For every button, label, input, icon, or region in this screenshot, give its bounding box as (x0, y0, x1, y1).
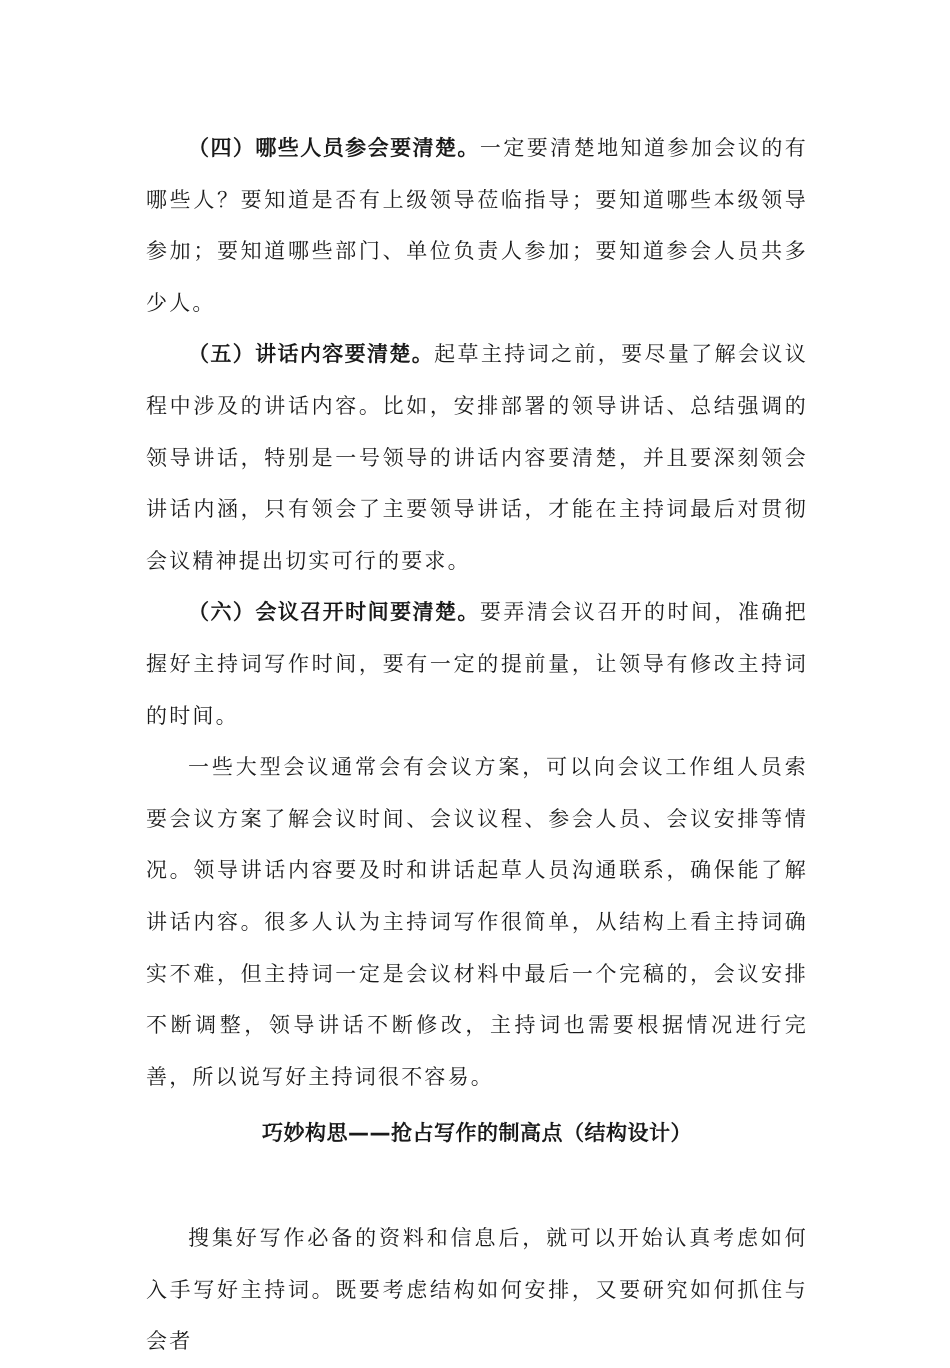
paragraph-lead: （五）讲话内容要清楚。 (188, 342, 435, 367)
paragraph-body: 搜集好写作必备的资料和信息后，就可以开始认真考虑如何入手写好主持词。既要考虑结构如何安排，又要研究如何抓住与会者 (146, 1226, 808, 1354)
document-page (146, 123, 808, 1368)
paragraph-body: 一些大型会议通常会有会议方案，可以向会议工作组人员索要会议方案了解会议时间、会议议程、参会人员、会议安排等情况。领导讲话内容要及时和讲话起草人员沟通联系，确保能了解讲话内容。很多人认为主持词写作很简单，从结构上看主持词确实不难，但主持词一定是会议材料中最后一个完稿的，会议安排不断调整，领导讲话不断修改，主持词也需要根据情况进行完善，所以说写好主持词很不容易。 (146, 755, 808, 1089)
paragraph-speech-content (146, 329, 808, 587)
paragraph-body: 一定要清楚地知道参加会议的有哪些人？要知道是否有上级领导莅临指导；要知道哪些本级领导参加；要知道哪些部门、单位负责人参加；要知道参会人员共多少人。 (146, 136, 808, 315)
paragraph-meeting-time (146, 587, 808, 742)
paragraph-lead: （六）会议召开时间要清楚。 (188, 600, 480, 625)
section-heading: 巧妙构思——抢占写作的制高点（结构设计） (262, 1121, 692, 1146)
paragraph-body: 要弄清会议召开的时间，准确把握好主持词写作时间，要有一定的提前量，让领导有修改主持词的时间。 (146, 600, 808, 728)
paragraph-structure-intro (146, 1213, 808, 1368)
paragraph-meeting-plan (146, 742, 808, 1103)
paragraph-attendees (146, 123, 808, 329)
paragraph-body: 起草主持词之前，要尽量了解会议议程中涉及的讲话内容。比如，安排部署的领导讲话、总结强调的领导讲话，特别是一号领导的讲话内容要清楚，并且要深刻领会讲话内涵，只有领会了主要领导讲话，才能在主持词最后对贯彻会议精神提出切实可行的要求。 (146, 342, 809, 573)
section-spacer (146, 1163, 808, 1213)
paragraph-lead: （四）哪些人员参会要清楚。 (188, 136, 480, 160)
